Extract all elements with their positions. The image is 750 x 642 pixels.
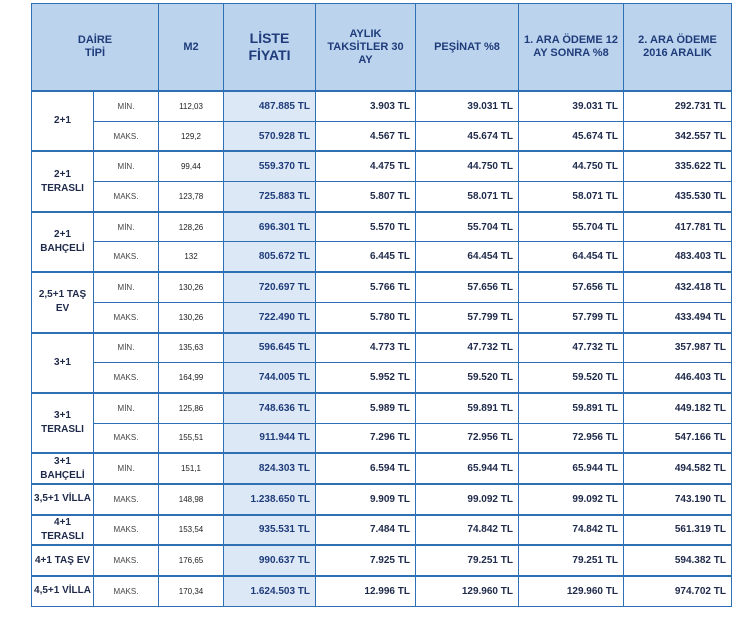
down-payment-cell: 72.956 TL [416, 423, 519, 453]
table-row [32, 242, 732, 272]
list-price-cell: 1.624.503 TL [224, 576, 316, 606]
interim-2-cell: 433.494 TL [624, 302, 732, 332]
unit-type-cell: 4+1 TAŞ EV [32, 545, 94, 576]
list-price-cell: 722.490 TL [224, 302, 316, 332]
interim-1-cell: 57.799 TL [519, 302, 624, 332]
table-row [32, 302, 732, 332]
area-cell: 176,65 [159, 545, 224, 576]
header-list-price: LİSTE FİYATI [224, 4, 316, 92]
down-payment-cell: 39.031 TL [416, 91, 519, 121]
down-payment-cell: 57.656 TL [416, 272, 519, 302]
minmax-cell: MİN. [94, 151, 159, 181]
interim-2-cell: 435.530 TL [624, 182, 732, 212]
table-row [32, 272, 732, 302]
list-price-cell: 1.238.650 TL [224, 484, 316, 515]
area-cell: 170,34 [159, 576, 224, 606]
unit-type-cell: 3,5+1 VİLLA [32, 484, 94, 515]
interim-2-cell: 547.166 TL [624, 423, 732, 453]
area-cell: 99,44 [159, 151, 224, 181]
list-price-cell: 720.697 TL [224, 272, 316, 302]
interim-2-cell: 342.557 TL [624, 121, 732, 151]
table-row [32, 91, 732, 121]
interim-1-cell: 45.674 TL [519, 121, 624, 151]
monthly-cell: 9.909 TL [316, 484, 416, 515]
monthly-cell: 4.475 TL [316, 151, 416, 181]
area-cell: 130,26 [159, 272, 224, 302]
table-row [32, 484, 732, 515]
area-cell: 129,2 [159, 121, 224, 151]
minmax-cell: MAKS. [94, 121, 159, 151]
monthly-cell: 6.594 TL [316, 453, 416, 484]
unit-type-cell: 3+1 [32, 333, 94, 393]
down-payment-cell: 79.251 TL [416, 545, 519, 576]
interim-1-cell: 59.520 TL [519, 363, 624, 393]
interim-2-cell: 432.418 TL [624, 272, 732, 302]
header-m2: M2 [159, 4, 224, 92]
list-price-cell: 696.301 TL [224, 212, 316, 242]
down-payment-cell: 58.071 TL [416, 182, 519, 212]
interim-1-cell: 65.944 TL [519, 453, 624, 484]
interim-2-cell: 561.319 TL [624, 515, 732, 546]
area-cell: 148,98 [159, 484, 224, 515]
minmax-cell: MAKS. [94, 545, 159, 576]
monthly-cell: 4.567 TL [316, 121, 416, 151]
table-row [32, 212, 732, 242]
unit-type-cell: 4,5+1 VİLLA [32, 576, 94, 606]
minmax-cell: MAKS. [94, 182, 159, 212]
price-table [31, 3, 732, 607]
down-payment-cell: 55.704 TL [416, 212, 519, 242]
interim-1-cell: 64.454 TL [519, 242, 624, 272]
interim-1-cell: 72.956 TL [519, 423, 624, 453]
area-cell: 125,86 [159, 393, 224, 423]
interim-2-cell: 417.781 TL [624, 212, 732, 242]
monthly-cell: 5.952 TL [316, 363, 416, 393]
table-row [32, 453, 732, 484]
down-payment-cell: 59.520 TL [416, 363, 519, 393]
down-payment-cell: 129.960 TL [416, 576, 519, 606]
interim-2-cell: 357.987 TL [624, 333, 732, 363]
monthly-cell: 4.773 TL [316, 333, 416, 363]
area-cell: 132 [159, 242, 224, 272]
list-price-cell: 805.672 TL [224, 242, 316, 272]
list-price-cell: 748.636 TL [224, 393, 316, 423]
down-payment-cell: 59.891 TL [416, 393, 519, 423]
minmax-cell: MİN. [94, 393, 159, 423]
interim-2-cell: 494.582 TL [624, 453, 732, 484]
area-cell: 112,03 [159, 91, 224, 121]
minmax-cell: MAKS. [94, 242, 159, 272]
area-cell: 153,54 [159, 515, 224, 546]
list-price-cell: 559.370 TL [224, 151, 316, 181]
header-interim-2: 2. ARA ÖDEME 2016 ARALIK [624, 4, 732, 92]
interim-2-cell: 483.403 TL [624, 242, 732, 272]
minmax-cell: MAKS. [94, 515, 159, 546]
table-row [32, 576, 732, 606]
header-down-payment: PEŞİNAT %8 [416, 4, 519, 92]
interim-2-cell: 974.702 TL [624, 576, 732, 606]
minmax-cell: MAKS. [94, 576, 159, 606]
down-payment-cell: 44.750 TL [416, 151, 519, 181]
unit-type-cell: 3+1 BAHÇELİ [32, 453, 94, 484]
monthly-cell: 5.766 TL [316, 272, 416, 302]
table-row [32, 151, 732, 181]
table-row [32, 393, 732, 423]
header-monthly: AYLIK TAKSİTLER 30 AY [316, 4, 416, 92]
monthly-cell: 12.996 TL [316, 576, 416, 606]
minmax-cell: MİN. [94, 212, 159, 242]
monthly-cell: 3.903 TL [316, 91, 416, 121]
table-row [32, 333, 732, 363]
header-interim-1: 1. ARA ÖDEME 12 AY SONRA %8 [519, 4, 624, 92]
interim-1-cell: 55.704 TL [519, 212, 624, 242]
monthly-cell: 6.445 TL [316, 242, 416, 272]
interim-1-cell: 79.251 TL [519, 545, 624, 576]
table-body [32, 91, 732, 606]
down-payment-cell: 47.732 TL [416, 333, 519, 363]
area-cell: 164,99 [159, 363, 224, 393]
down-payment-cell: 74.842 TL [416, 515, 519, 546]
interim-1-cell: 58.071 TL [519, 182, 624, 212]
table-row [32, 545, 732, 576]
header-type: DAİRE TİPİ [32, 4, 159, 92]
list-price-cell: 935.531 TL [224, 515, 316, 546]
down-payment-cell: 64.454 TL [416, 242, 519, 272]
table-row [32, 121, 732, 151]
interim-1-cell: 39.031 TL [519, 91, 624, 121]
list-price-cell: 725.883 TL [224, 182, 316, 212]
minmax-cell: MAKS. [94, 423, 159, 453]
minmax-cell: MAKS. [94, 302, 159, 332]
list-price-cell: 570.928 TL [224, 121, 316, 151]
monthly-cell: 5.807 TL [316, 182, 416, 212]
list-price-cell: 824.303 TL [224, 453, 316, 484]
monthly-cell: 5.989 TL [316, 393, 416, 423]
interim-1-cell: 74.842 TL [519, 515, 624, 546]
interim-2-cell: 446.403 TL [624, 363, 732, 393]
header-row [32, 4, 732, 92]
table-row [32, 423, 732, 453]
interim-2-cell: 594.382 TL [624, 545, 732, 576]
interim-2-cell: 449.182 TL [624, 393, 732, 423]
minmax-cell: MİN. [94, 91, 159, 121]
area-cell: 123,78 [159, 182, 224, 212]
unit-type-cell: 4+1 TERASLI [32, 515, 94, 546]
list-price-cell: 744.005 TL [224, 363, 316, 393]
interim-1-cell: 44.750 TL [519, 151, 624, 181]
minmax-cell: MİN. [94, 333, 159, 363]
table-row [32, 515, 732, 546]
area-cell: 128,26 [159, 212, 224, 242]
table-row [32, 182, 732, 212]
monthly-cell: 5.570 TL [316, 212, 416, 242]
list-price-cell: 487.885 TL [224, 91, 316, 121]
minmax-cell: MİN. [94, 272, 159, 302]
interim-2-cell: 743.190 TL [624, 484, 732, 515]
down-payment-cell: 45.674 TL [416, 121, 519, 151]
area-cell: 151,1 [159, 453, 224, 484]
table-row [32, 363, 732, 393]
monthly-cell: 5.780 TL [316, 302, 416, 332]
unit-type-cell: 2+1 TERASLI [32, 151, 94, 211]
unit-type-cell: 2+1 BAHÇELİ [32, 212, 94, 272]
down-payment-cell: 99.092 TL [416, 484, 519, 515]
list-price-cell: 990.637 TL [224, 545, 316, 576]
minmax-cell: MAKS. [94, 484, 159, 515]
monthly-cell: 7.925 TL [316, 545, 416, 576]
interim-1-cell: 47.732 TL [519, 333, 624, 363]
monthly-cell: 7.484 TL [316, 515, 416, 546]
interim-1-cell: 57.656 TL [519, 272, 624, 302]
area-cell: 130,26 [159, 302, 224, 332]
area-cell: 135,63 [159, 333, 224, 363]
area-cell: 155,51 [159, 423, 224, 453]
interim-1-cell: 129.960 TL [519, 576, 624, 606]
down-payment-cell: 65.944 TL [416, 453, 519, 484]
down-payment-cell: 57.799 TL [416, 302, 519, 332]
monthly-cell: 7.296 TL [316, 423, 416, 453]
minmax-cell: MAKS. [94, 363, 159, 393]
interim-1-cell: 59.891 TL [519, 393, 624, 423]
unit-type-cell: 2+1 [32, 91, 94, 151]
minmax-cell: MİN. [94, 453, 159, 484]
list-price-cell: 911.944 TL [224, 423, 316, 453]
interim-1-cell: 99.092 TL [519, 484, 624, 515]
interim-2-cell: 292.731 TL [624, 91, 732, 121]
list-price-cell: 596.645 TL [224, 333, 316, 363]
unit-type-cell: 3+1 TERASLI [32, 393, 94, 453]
interim-2-cell: 335.622 TL [624, 151, 732, 181]
unit-type-cell: 2,5+1 TAŞ EV [32, 272, 94, 332]
